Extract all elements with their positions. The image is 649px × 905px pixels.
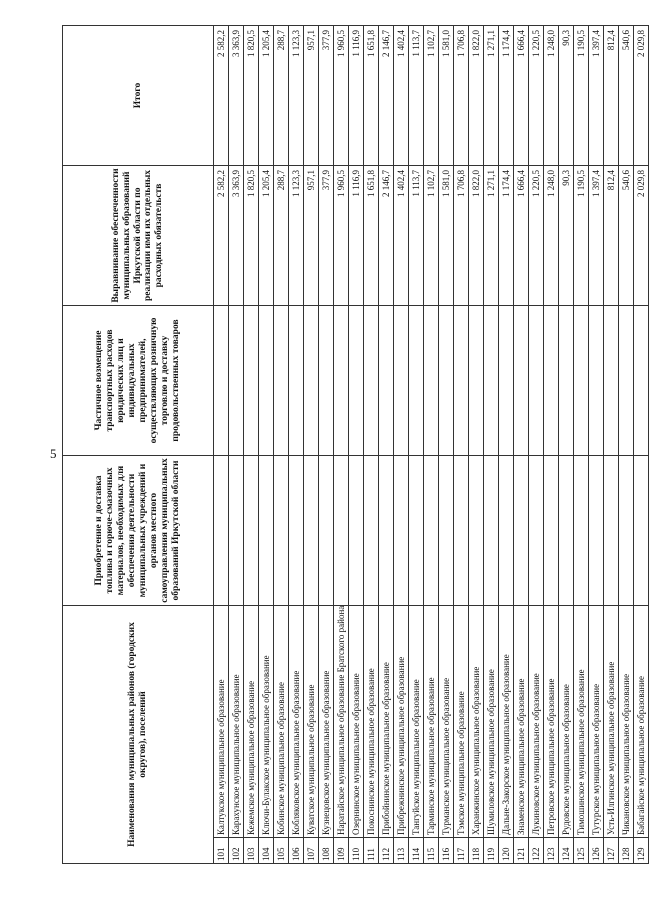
- cell-total: 1 220,5: [529, 26, 544, 166]
- cell-fuel: [529, 456, 544, 606]
- cell-transport: [514, 306, 529, 456]
- allocation-table: [62, 25, 649, 864]
- header-fuel: Приобретение и доставка топлива и горюче-смазочных материалов, необходимых для обеспечения деятельности муниципальных учреждений и органов местного самоуправления муниципальных образований Иркутской области: [63, 456, 214, 606]
- table-row: [499, 26, 514, 864]
- cell-equalization: 1 123,3: [289, 166, 304, 306]
- cell-transport: [499, 306, 514, 456]
- table-row: [529, 26, 544, 864]
- cell-transport: [619, 306, 634, 456]
- cell-total: 3 363,9: [229, 26, 244, 166]
- table-row: [379, 26, 394, 864]
- row-index: 109: [334, 838, 349, 864]
- cell-transport: [259, 306, 274, 456]
- page-number: 5: [50, 446, 57, 461]
- cell-equalization: 1 706,8: [454, 166, 469, 306]
- table-row: [514, 26, 529, 864]
- cell-transport: [304, 306, 319, 456]
- cell-equalization: 1 190,5: [574, 166, 589, 306]
- cell-total: 1 174,4: [499, 26, 514, 166]
- cell-fuel: [259, 456, 274, 606]
- table-row: [364, 26, 379, 864]
- cell-equalization: 1 205,4: [259, 166, 274, 306]
- row-name: Харанжинское муниципальное образование: [469, 606, 484, 838]
- row-index: 114: [409, 838, 424, 864]
- cell-equalization: 2 146,7: [379, 166, 394, 306]
- row-name: Тарминское муниципальное образование: [424, 606, 439, 838]
- cell-total: 1 116,9: [349, 26, 364, 166]
- cell-fuel: [604, 456, 619, 606]
- row-name: Тимошинское муниципальное образование: [574, 606, 589, 838]
- cell-equalization: 1 581,0: [439, 166, 454, 306]
- cell-total: 540,6: [619, 26, 634, 166]
- header-equalization: Выравнивание обеспеченности муниципальных образований Иркутской области по реализации ими их отдельных расходных обязательств: [63, 166, 214, 306]
- cell-total: 812,4: [604, 26, 619, 166]
- row-index: 113: [394, 838, 409, 864]
- row-name: Карахунское муниципальное образование: [229, 606, 244, 838]
- cell-transport: [589, 306, 604, 456]
- cell-total: 957,1: [304, 26, 319, 166]
- cell-fuel: [304, 456, 319, 606]
- row-index: 124: [559, 838, 574, 864]
- cell-transport: [439, 306, 454, 456]
- table-row: [484, 26, 499, 864]
- row-index: 103: [244, 838, 259, 864]
- cell-transport: [394, 306, 409, 456]
- row-index: 127: [604, 838, 619, 864]
- cell-equalization: 1 271,1: [484, 166, 499, 306]
- cell-equalization: 1 174,4: [499, 166, 514, 306]
- cell-fuel: [379, 456, 394, 606]
- row-name: Петровское муниципальное образование: [544, 606, 559, 838]
- table-row: [559, 26, 574, 864]
- table-row: [469, 26, 484, 864]
- row-name: Шумиловское муниципальное образование: [484, 606, 499, 838]
- cell-transport: [364, 306, 379, 456]
- table-row: [544, 26, 559, 864]
- cell-total: 1 820,5: [244, 26, 259, 166]
- cell-fuel: [409, 456, 424, 606]
- cell-total: 1 102,7: [424, 26, 439, 166]
- row-name: Усть-Илгинское муниципальное образование: [604, 606, 619, 838]
- row-name: Кузнецовское муниципальное образование: [319, 606, 334, 838]
- row-name: Чикановское муниципальное образование: [619, 606, 634, 838]
- table-row: [349, 26, 364, 864]
- cell-equalization: 812,4: [604, 166, 619, 306]
- cell-total: 1 248,0: [544, 26, 559, 166]
- row-index: 129: [634, 838, 649, 864]
- cell-total: 1 205,4: [259, 26, 274, 166]
- row-index: 101: [214, 838, 229, 864]
- cell-fuel: [229, 456, 244, 606]
- table-row: [589, 26, 604, 864]
- table-row: [304, 26, 319, 864]
- table-row: [409, 26, 424, 864]
- cell-equalization: 288,7: [274, 166, 289, 306]
- row-index: 125: [574, 838, 589, 864]
- row-index: 106: [289, 838, 304, 864]
- cell-fuel: [574, 456, 589, 606]
- cell-transport: [229, 306, 244, 456]
- cell-fuel: [334, 456, 349, 606]
- cell-total: 1 960,5: [334, 26, 349, 166]
- cell-transport: [604, 306, 619, 456]
- row-index: 118: [469, 838, 484, 864]
- table-row: [574, 26, 589, 864]
- cell-total: 1 402,4: [394, 26, 409, 166]
- row-name: Озернинское муниципальное образование: [349, 606, 364, 838]
- cell-transport: [349, 306, 364, 456]
- row-index: 120: [499, 838, 514, 864]
- table-row: [229, 26, 244, 864]
- cell-fuel: [454, 456, 469, 606]
- cell-total: 1 123,3: [289, 26, 304, 166]
- cell-total: 1 651,8: [364, 26, 379, 166]
- cell-equalization: 1 248,0: [544, 166, 559, 306]
- row-index: 117: [454, 838, 469, 864]
- cell-equalization: 90,3: [559, 166, 574, 306]
- table-header-row: [63, 26, 214, 864]
- cell-equalization: 957,1: [304, 166, 319, 306]
- table-row: [454, 26, 469, 864]
- cell-fuel: [544, 456, 559, 606]
- row-name: Тангуйское муниципальное образование: [409, 606, 424, 838]
- cell-fuel: [394, 456, 409, 606]
- table-row: [319, 26, 334, 864]
- table-row: [244, 26, 259, 864]
- cell-fuel: [244, 456, 259, 606]
- cell-fuel: [289, 456, 304, 606]
- row-name: Знаменское муниципальное образование: [514, 606, 529, 838]
- table-row: [259, 26, 274, 864]
- row-index: 123: [544, 838, 559, 864]
- cell-fuel: [424, 456, 439, 606]
- cell-total: 288,7: [274, 26, 289, 166]
- cell-transport: [379, 306, 394, 456]
- cell-fuel: [214, 456, 229, 606]
- cell-equalization: 1 102,7: [424, 166, 439, 306]
- cell-total: 1 271,1: [484, 26, 499, 166]
- row-name: Кежемское муниципальное образование: [244, 606, 259, 838]
- row-name: Покоснинское муниципальное образование: [364, 606, 379, 838]
- cell-equalization: 1 822,0: [469, 166, 484, 306]
- cell-transport: [274, 306, 289, 456]
- cell-transport: [214, 306, 229, 456]
- table-body: [214, 26, 649, 864]
- row-name: Турманское муниципальное образование: [439, 606, 454, 838]
- cell-equalization: 1 113,7: [409, 166, 424, 306]
- cell-transport: [319, 306, 334, 456]
- cell-fuel: [514, 456, 529, 606]
- row-name: Тутурское муниципальное образование: [589, 606, 604, 838]
- cell-fuel: [634, 456, 649, 606]
- cell-fuel: [589, 456, 604, 606]
- row-index: 122: [529, 838, 544, 864]
- cell-transport: [424, 306, 439, 456]
- table-row: [634, 26, 649, 864]
- table-row: [214, 26, 229, 864]
- cell-transport: [334, 306, 349, 456]
- row-name: Бабагайское муниципальное образование: [634, 606, 649, 838]
- row-name: Дальне-Закорское муниципальное образование: [499, 606, 514, 838]
- row-name: Ключи-Булакское муниципальное образование: [259, 606, 274, 838]
- cell-total: 1 581,0: [439, 26, 454, 166]
- table-row: [334, 26, 349, 864]
- row-name: Кобляковское муниципальное образование: [289, 606, 304, 838]
- table-row: [424, 26, 439, 864]
- cell-equalization: 377,9: [319, 166, 334, 306]
- cell-equalization: 1 220,5: [529, 166, 544, 306]
- table-row: [619, 26, 634, 864]
- cell-equalization: 1 651,8: [364, 166, 379, 306]
- cell-equalization: 1 666,4: [514, 166, 529, 306]
- cell-fuel: [484, 456, 499, 606]
- cell-transport: [544, 306, 559, 456]
- cell-fuel: [439, 456, 454, 606]
- row-index: 116: [439, 838, 454, 864]
- row-index: 110: [349, 838, 364, 864]
- table-row: [604, 26, 619, 864]
- cell-transport: [454, 306, 469, 456]
- cell-equalization: 1 402,4: [394, 166, 409, 306]
- cell-transport: [559, 306, 574, 456]
- cell-transport: [574, 306, 589, 456]
- row-index: 121: [514, 838, 529, 864]
- cell-fuel: [499, 456, 514, 606]
- cell-total: 1 113,7: [409, 26, 424, 166]
- row-name: Куватское муниципальное образование: [304, 606, 319, 838]
- cell-transport: [529, 306, 544, 456]
- row-name: Наратайское муниципальное образование Братского района: [334, 606, 349, 838]
- header-name: Наименования муниципальных районов (городских округов), поселений: [63, 606, 214, 864]
- row-index: 115: [424, 838, 439, 864]
- row-index: 112: [379, 838, 394, 864]
- row-name: Лукиновское муниципальное образование: [529, 606, 544, 838]
- cell-total: 377,9: [319, 26, 334, 166]
- cell-total: 1 822,0: [469, 26, 484, 166]
- rotated-table-wrapper: [62, 26, 646, 864]
- table-row: [439, 26, 454, 864]
- row-index: 119: [484, 838, 499, 864]
- cell-transport: [289, 306, 304, 456]
- cell-transport: [484, 306, 499, 456]
- row-name: Кобинское муниципальное образование: [274, 606, 289, 838]
- row-index: 102: [229, 838, 244, 864]
- row-index: 128: [619, 838, 634, 864]
- cell-total: 90,3: [559, 26, 574, 166]
- cell-fuel: [469, 456, 484, 606]
- cell-fuel: [559, 456, 574, 606]
- cell-fuel: [274, 456, 289, 606]
- cell-fuel: [349, 456, 364, 606]
- cell-fuel: [619, 456, 634, 606]
- row-index: 105: [274, 838, 289, 864]
- row-index: 111: [364, 838, 379, 864]
- cell-fuel: [319, 456, 334, 606]
- cell-equalization: 1 960,5: [334, 166, 349, 306]
- row-name: Тэмское муниципальное образование: [454, 606, 469, 838]
- cell-total: 2 029,8: [634, 26, 649, 166]
- row-index: 108: [319, 838, 334, 864]
- cell-transport: [634, 306, 649, 456]
- cell-total: 1 190,5: [574, 26, 589, 166]
- cell-transport: [409, 306, 424, 456]
- cell-equalization: 1 820,5: [244, 166, 259, 306]
- row-index: 104: [259, 838, 274, 864]
- cell-fuel: [364, 456, 379, 606]
- row-name: Калтукское муниципальное образование: [214, 606, 229, 838]
- cell-equalization: 540,6: [619, 166, 634, 306]
- header-transport: Частичное возмещение транспортных расходов юридических лиц и индивидуальных предпринимателей, осуществляющих розничную торговлю и доставку продовольственных товаров: [63, 306, 214, 456]
- row-name: Рудовское муниципальное образование: [559, 606, 574, 838]
- header-total: Итого: [63, 26, 214, 166]
- cell-equalization: 2 029,8: [634, 166, 649, 306]
- cell-transport: [469, 306, 484, 456]
- cell-total: 1 706,8: [454, 26, 469, 166]
- cell-equalization: 1 397,4: [589, 166, 604, 306]
- cell-equalization: 2 582,2: [214, 166, 229, 306]
- cell-total: 1 666,4: [514, 26, 529, 166]
- cell-total: 2 582,2: [214, 26, 229, 166]
- cell-total: 2 146,7: [379, 26, 394, 166]
- cell-equalization: 1 116,9: [349, 166, 364, 306]
- cell-transport: [244, 306, 259, 456]
- table-row: [274, 26, 289, 864]
- cell-equalization: 3 363,9: [229, 166, 244, 306]
- row-name: Прибойнинское муниципальное образование: [379, 606, 394, 838]
- row-index: 107: [304, 838, 319, 864]
- cell-total: 1 397,4: [589, 26, 604, 166]
- table-row: [289, 26, 304, 864]
- row-index: 126: [589, 838, 604, 864]
- row-name: Прибрежнинское муниципальное образование: [394, 606, 409, 838]
- table-row: [394, 26, 409, 864]
